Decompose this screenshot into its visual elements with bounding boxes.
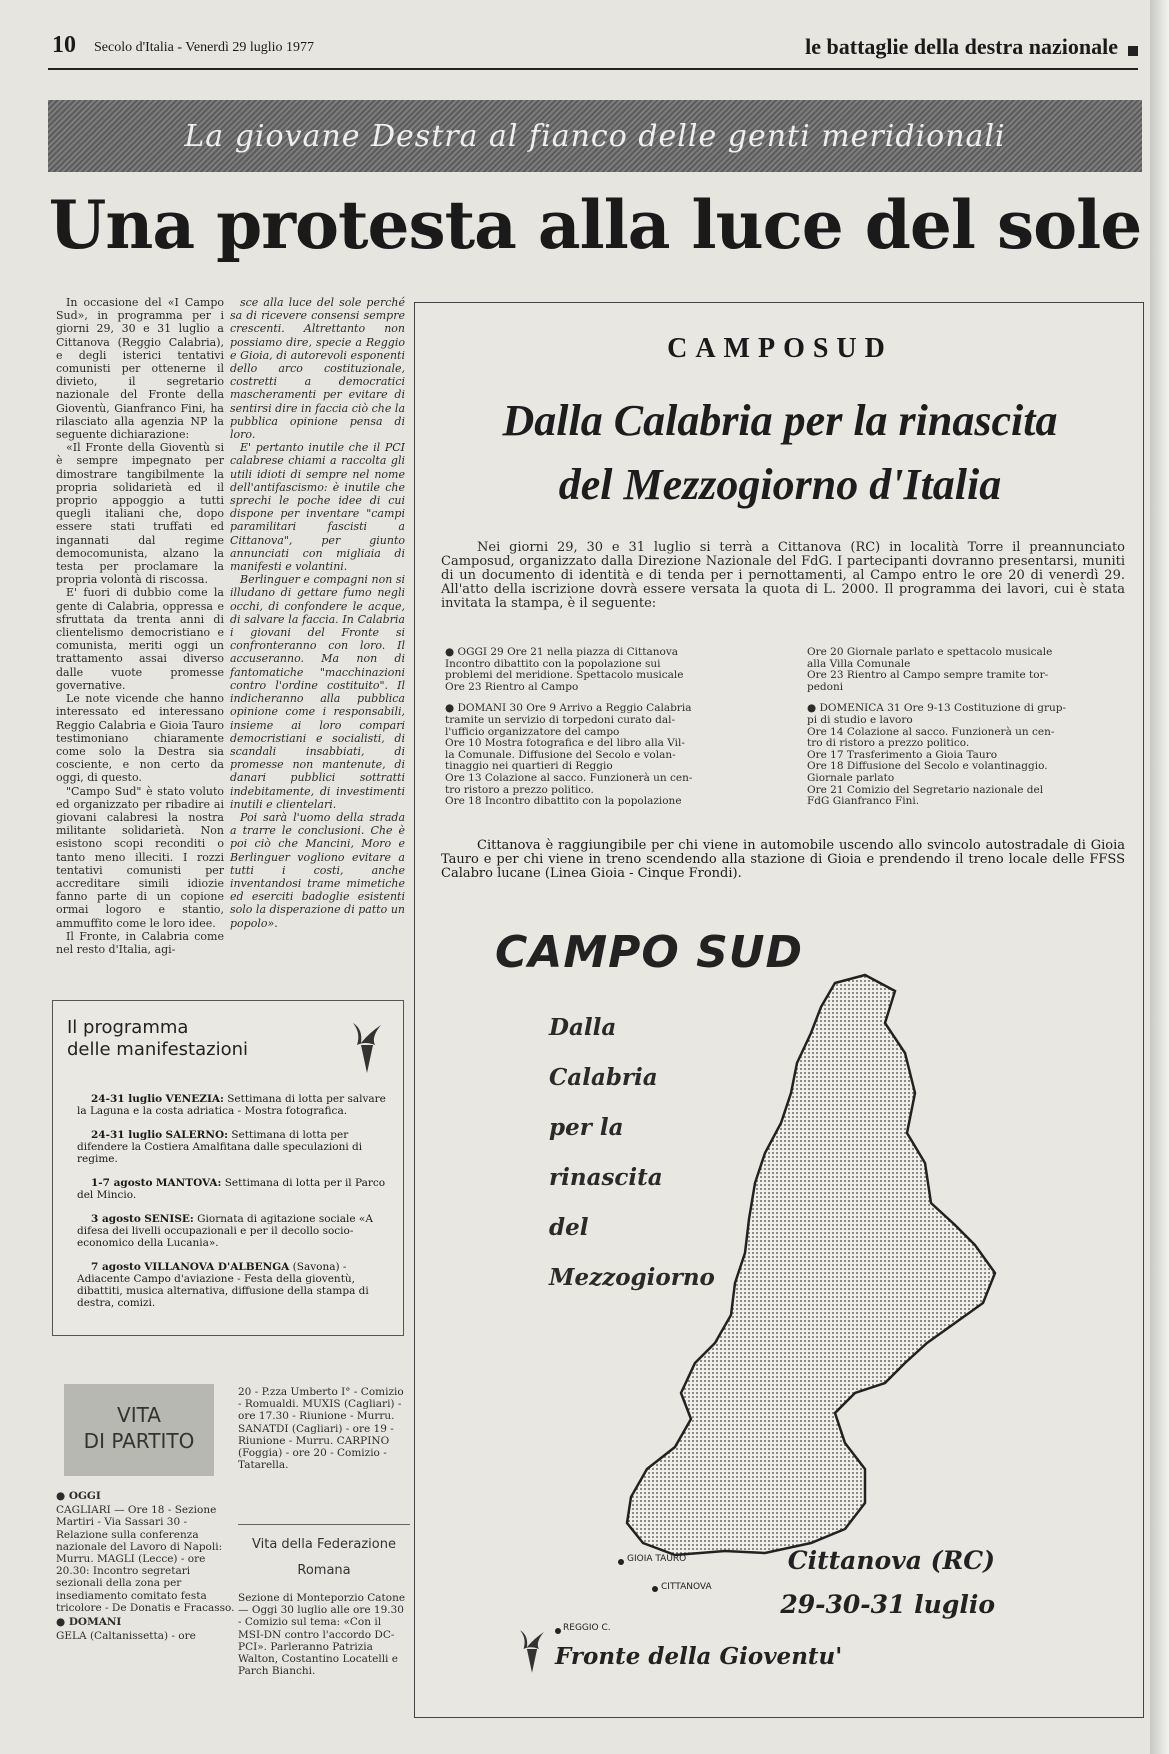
vita-di-partito-heading: VITA DI PARTITO [64,1384,214,1476]
oggi-label: ● OGGI [56,1490,101,1502]
masthead-date: Secolo d'Italia - Venerdì 29 luglio 1977 [94,40,315,55]
domani-text: GELA (Caltanissetta) - ore [56,1630,196,1643]
federazione-text: Sezione di Monteporzio Catone — Oggi 30 luglio alle ore 19.30 - Comizio sul tema: «Con il MSI-DN contro l'accordo DC-PCI». Parleranno Patrizia Walton, Costantino Locatelli e Parch Bianchi. [238,1592,406,1678]
article-paragraph: «Il Fronte della Gioventù si è sempre impegnato per dimostrare tangibilmente la propria solidarietà ed il proprio appoggio a tutti quegli italiani che, dopo essere stati truffati ed ingannati dal regime democomunista, alzano la testa per proclamare la propria volontà di riscossa. [56,441,224,587]
program-item: 1-7 agosto MANTOVA: Settimana di lotta per il Parco del Mincio. [77,1177,386,1201]
program-item: 24-31 luglio SALERNO: Settimana di lotta per difendere la Costiera Amalfitana dalle speculazioni di regime. [77,1129,363,1165]
article-paragraph: Le note vicende che hanno interessato ed interessano Reggio Calabria e Gioia Tauro testimoniano chiaramente come solo la Destra sia cosciente, e non certo da oggi, di questo. [56,692,224,785]
program-item: 24-31 luglio VENEZIA: Settimana di lotta per salvare la Laguna e la costa adriatica - Mostra fotografica. [77,1093,386,1117]
article-paragraph: "Campo Sud" è stato voluto ed organizzato per ribadire ai giovani calabresi la nostra militante solidarietà. Non esistono scopi reconditi o tanto meno illeciti. I rozzi tentativi comunisti per accreditare simili idiozie fanno parte di un copione ormai logoro e stantio, ammuffito come le loro idee. [56,784,224,930]
article-paragraph: E' pertanto inutile che il PCI calabrese chiami a raccolta gli utili idioti di sempre nel nome dell'antifascismo: è inutile che sprechi le poche idee di cui dispone per inventare "campi paramilitari fascisti a Cittanova", per giunto annunciati con migliaia di manifesti e volantini. [230,441,405,574]
article-paragraph: In occasione del «I Campo Sud», in programma per i giorni 29, 30 e 31 luglio a Cittanova (Reggio Calabria), e degli isterici tentativi comunisti per ottenerne il divieto, il segretario nazionale del Fronte della Gioventù, Gianfranco Fini, ha rilasciato alla agenzia NP la seguente dichiarazione: [56,296,224,442]
page-number: 10 [52,32,76,58]
article-paragraph: Poi sarà l'uomo della strada a trarre le conclusioni. Che è poi ciò che Mancini, Moro e Berlinguer vogliono evitare a tutti i costi, anche inventandosi trame mimetiche ed eserciti badoglie esistenti solo la disperazione di patto un popolo». [230,810,405,930]
kicker-banner: La giovane Destra al fianco delle genti meridionali [48,100,1142,172]
program-list [77,1093,387,1321]
poster-location: Cittanova (RC) 29-30-31 luglio [780,1546,995,1619]
poster-signature: Fronte della Gioventu' [555,1643,843,1670]
page-header [48,30,1138,70]
camposud-box [414,302,1144,1718]
domani-label: ● DOMANI [56,1616,122,1629]
vita-right-column: 20 - P.zza Umberto I° - Comizio - Romualdi. MUXIS (Cagliari) - ore 17.30 - Riunione - Murru. SANATDI (Cagliari) - ore 19 - Riunione - Murru. CARPINO (Foggia) - ore 20 - Comizio - Tatarella. [238,1386,404,1472]
torch-logo-icon [347,1015,387,1075]
program-box [52,1000,404,1336]
vita-left-column [56,1488,236,1642]
headline: Una protesta alla luce del sole [48,186,1142,264]
divider [238,1524,410,1525]
section-marker [1128,46,1138,56]
article-paragraph: Il Fronte, in Calabria come nel resto d'Italia, agi- [56,929,224,956]
schedule-block: ● DOMANI 30 Ore 9 Arrivo a Reggio Calabria tramite un servizio di torpedoni curato dal- l'ufficio organizzatore del campo Ore 10 Mostra fotografica e del libro alla Vil- la Comunale. Diffusione del Secolo e volan- tinaggio nei quartieri di Reggio Ore 13 Colazione al sacco. Funzionerà un cen- tro ristoro a prezzo politico. Ore 18 Incontro dibattito con la popolazione [445,702,693,808]
section-title: le battaglie della destra nazionale [805,34,1118,59]
article-paragraph: sce alla luce del sole perché sa di ricevere consensi sempre crescenti. Altrettanto non possiamo dire, specie a Reggio e Gioia, di autorevoli esponenti dello arco costituzionale, costretti a democratici mascheramenti per evitare di sentirsi dire in faccia ciò che la pubblica opinione pensa di loro. [230,296,405,442]
box-subtitle: Dalla Calabria per la rinascita del Mezzogiorno d'Italia [502,396,1058,509]
schedule-block: ● OGGI 29 Ore 21 nella piazza di Cittanova Incontro dibattito con la popolazione sui problemi del meridione. Spettacolo musicale Ore 23 Rientro al Campo [445,646,684,693]
article-column-1 [56,296,224,956]
page-edge [1150,0,1169,1754]
program-item: 3 agosto SENISE: Giornata di agitazione sociale «A difesa dei livelli occupazionali e per il decollo socio-economico della Lucania». [77,1213,373,1249]
box-title: CAMPOSUD [667,333,893,364]
schedule-block: Ore 20 Giornale parlato e spettacolo musicale alla Villa Comunale Ore 23 Rientro al Campo sempre tramite tor- pedoni [807,646,1053,693]
poster-brand: CAMPO SUD [495,927,804,978]
schedule-left [445,647,781,818]
travel-info: Cittanova è raggiungibile per chi viene in automobile uscendo allo svincolo autostradale di Gioia Tauro e per chi viene in treno scendendo alla stazione di Gioia e prendendo il treno locale delle FFSS Calabro lucane (Linea Gioia - Cinque Frondi). [441,838,1125,881]
map-label-gioia-tauro: GIOIA TAURO [627,1554,687,1564]
article-column-2 [230,296,405,930]
map-dot [555,1628,561,1634]
article-paragraph: E' fuori di dubbio come la gente di Calabria, oppressa e sfruttata da trenta anni di clientelismo democristiano e comunista, meriti oggi un trattamento assai diverso dalle vuote promesse governative. [56,586,224,692]
oggi-text: CAGLIARI — Ore 18 - Sezione Martiri - Via Sassari 30 - Relazione sulla conferenza nazionale del Lavoro di Napoli: Murru. MAGLI (Lecce) - ore 20.30: Incontro segretari sezionali della zona per insediamento comitato festa tricolore - De Donatis e Fracasso. [56,1504,235,1614]
map-label-reggio: REGGIO C. [563,1623,611,1633]
schedule-right [807,647,1131,818]
program-item: 7 agosto VILLANOVA D'ALBENGA (Savona) - Adiacente Campo d'aviazione - Festa della gioventù, dibattiti, musica alternativa, diffusione della stampa di destra, comizi. [77,1261,369,1309]
program-title: Il programma delle manifestazioni [67,1017,249,1060]
map-label-cittanova: CITTANOVA [661,1582,712,1592]
box-intro: Nei giorni 29, 30 e 31 luglio si terrà a Cittanova (RC) in località Torre il preannunciato Camposud, organizzato dalla Direzione Nazionale del FdG. I partecipanti dovranno presentarsi, muniti di un documento di identità e di tenda per i pernottamenti, al Campo entro le ore 20 di venerdì 29. All'atto della iscrizione dovrà essere versata la quota di L. 2000. Il programma dei lavori, cui è stata invitata la stampa, è il seguente: [441,540,1125,611]
schedule-block: ● DOMENICA 31 Ore 9-13 Costituzione di grup- pi di studio e lavoro Ore 14 Colazione al sacco. Funzionerà un cen- tro di ristoro a prezzo politico. Ore 17 Trasferimento a Gioia Tauro Ore 18 Diffusione del Secolo e volantinaggio. Giornale parlato Ore 21 Comizio del Segretario nazionale del FdG Gianfranco Fini. [807,702,1067,808]
federazione-title: Vita della Federazione Romana [252,1537,396,1578]
article-paragraph: Berlinguer e compagni non si illudano di gettare fumo negli occhi, di confondere le acque, di salvare la faccia. In Calabria i giovani del Fronte si confronteranno con loro. Il accuseranno. Ma non di fantomatiche "macchinazioni contro l'ordine costituito". Il indicheranno alla pubblica opinione come i responsabili, insieme ai loro compari democristiani e socialisti, di scandali insabbiati, di promesse non mantenute, di danari pubblici sottratti indebitamente, di investimenti inutili e clientelari. [230,573,405,811]
poster-slogan: Dalla Calabria per la rinascita del Mezzogiorno [549,1014,715,1291]
torch-logo-icon [515,1621,549,1677]
